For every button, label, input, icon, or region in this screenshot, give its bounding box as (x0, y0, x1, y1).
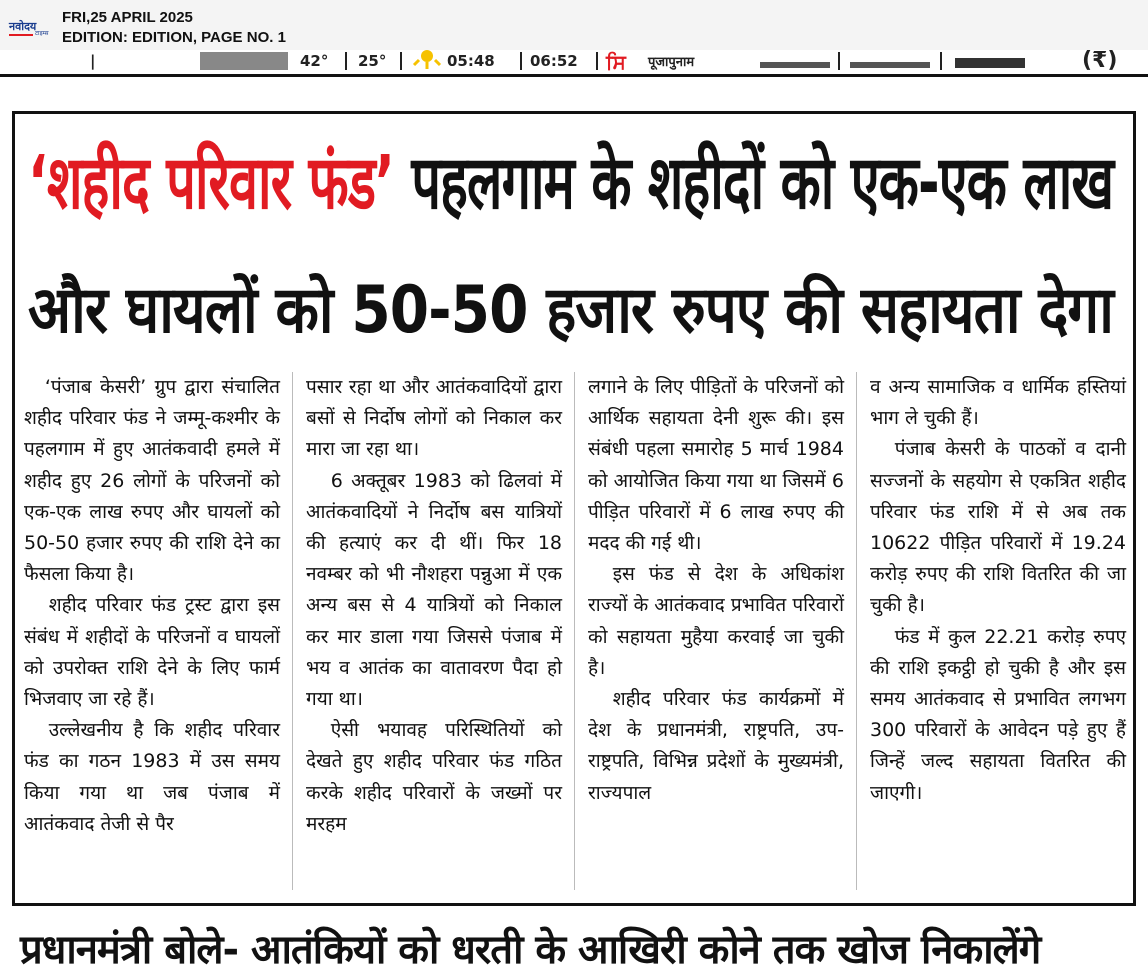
paragraph: पसार रहा था और आतंकवादियों द्वारा बसों से निर्दोष लोगों को निकाल कर मारा जा रहा था। (306, 376, 562, 461)
edition-info (62, 8, 286, 48)
paragraph: इस फंड से देश के अधिकांश राज्यों के आतंकवाद प्रभावित परिवारों को सहायता मुहैया करवाई जा चुकी है। (588, 563, 844, 679)
epaper-top-bar (0, 0, 1148, 51)
headline-line-1-text: पहलगाम के शहीदों को एक-एक लाख (411, 138, 1114, 227)
divider (520, 52, 522, 70)
mast-mark: | (90, 52, 96, 70)
paragraph: ‘पंजाब केसरी’ ग्रुप द्वारा संचालित शहीद परिवार फंड ने जम्मू-कश्मीर के पहलगाम में हुए आतंकवादी हमले में शहीद हुए 26 लोगों के परिजनों को एक-एक लाख रुपए और घायलों को 50-50 हजार रुपए की राशि देने का फैसला किया है। (24, 376, 280, 586)
sunset-time: 06:52 (530, 52, 578, 70)
column-rule (574, 372, 575, 890)
divider (940, 52, 942, 70)
paragraph: शहीद परिवार फंड कार्यक्रमों में देश के प्रधानमंत्री, राष्ट्रपति, उप-राष्ट्रपति, विभिन्न प्रदेशों के मुख्यमंत्री, राज्यपाल (588, 688, 844, 804)
sun-icon (410, 50, 444, 72)
headline-line-1 (28, 128, 1114, 238)
masthead-rule (0, 74, 1148, 77)
svg-text:टाइम्स: टाइम्स (35, 30, 49, 37)
svg-text:नवोदय: नवोदय (9, 20, 37, 33)
mast-small-text (760, 62, 830, 68)
sunrise-time: 05:48 (447, 52, 495, 70)
article-column-4 (870, 372, 1126, 809)
temp-min: 25° (358, 52, 387, 70)
paragraph: फंड में कुल 22.21 करोड़ रुपए की राशि इकट्ठी हो चुकी है और इस समय आतंकवाद से प्रभावित लगभग 300 परिवारों के आवेदन पड़े हुए हैं जिन्हें जल्द सहायता वितरित की जाएगी। (870, 625, 1126, 804)
mast-price-text (955, 58, 1025, 68)
article-column-1 (24, 372, 280, 840)
headline-line-2: और घायलों को 50-50 हजार रुपए की सहायता देगा (28, 271, 1113, 348)
divider (838, 52, 840, 70)
mast-bracket: (₹) (1082, 48, 1118, 73)
paragraph: व अन्य सामाजिक व धार्मिक हस्तियां भाग ले चुकी हैं। (870, 376, 1126, 430)
masthead-strip (0, 50, 1148, 78)
article-column-2 (306, 372, 562, 840)
column-rule (292, 372, 293, 890)
paragraph: 6 अक्तूबर 1983 को ढिलवां में आतंकवादियों ने निर्दोष बस यात्रियों की हत्याएं कर दी थीं। फिर 18 नवम्बर को भी नौशहरा पन्नुआ में एक अन्य बस से 4 यात्रियों को निकाल कर मार डाला गया जिससे पंजाब में भय व आतंक का वातावरण पैदा हो गया था। (306, 469, 562, 711)
article-column-3 (588, 372, 844, 809)
mast-small-text (850, 62, 930, 68)
next-story-headline-cropped (0, 906, 1148, 973)
paragraph: शहीद परिवार फंड ट्रस्ट द्वारा इस संबंध में शहीदों के परिजनों व घायलों को उपरोक्त राशि देने के लिए फार्म भिजवाए जा रहे हैं। (24, 594, 280, 711)
paragraph: उल्लेखनीय है कि शहीद परिवार फंड का गठन 1983 में उस समय किया गया था जब पंजाब में आतंकवाद तेजी से पैर (24, 719, 280, 835)
temp-max: 42° (300, 52, 329, 70)
date-line: FRI,25 APRIL 2025 (62, 9, 193, 26)
newspaper-logo-icon[interactable] (8, 14, 52, 40)
edition-line: EDITION: EDITION, PAGE NO. 1 (62, 29, 286, 46)
paragraph: लगाने के लिए पीड़ितों के परिजनों को आर्थिक सहायता देनी शुरू की। इस संबंधी पहला समारोह 5 मार्च 1984 को आयोजित किया गया था जिसमें 6 पीड़ित परिवारों में 6 लाख रुपए की मदद की गई थी। (588, 376, 844, 555)
paragraph: ऐसी भयावह परिस्थितियों को देखते हुए शहीद परिवार फंड गठित करके शहीद परिवारों के जख्मों पर मरहम (306, 719, 562, 835)
mast-text: पूजापुनाम (648, 55, 695, 70)
next-headline-text: प्रधानमंत्री बोले- आतंकियों को धरती के आखिरी कोने तक खोज निकालेंगे (20, 927, 1041, 973)
divider (400, 52, 402, 70)
mast-mark-red: ਸਿ (606, 50, 626, 74)
column-rule (856, 372, 857, 890)
mast-label-box (200, 52, 288, 70)
divider (345, 52, 347, 70)
paragraph: पंजाब केसरी के पाठकों व दानी सज्जनों के सहयोग से एकत्रित शहीद परिवार फंड राशि में से अब तक 10622 पीड़ित परिवारों में 19.24 करोड़ रुपए की राशि वितरित की जा चुकी है। (870, 438, 1126, 617)
divider (596, 52, 598, 70)
headline-highlight: ‘शहीद परिवार फंड’ (28, 138, 395, 227)
